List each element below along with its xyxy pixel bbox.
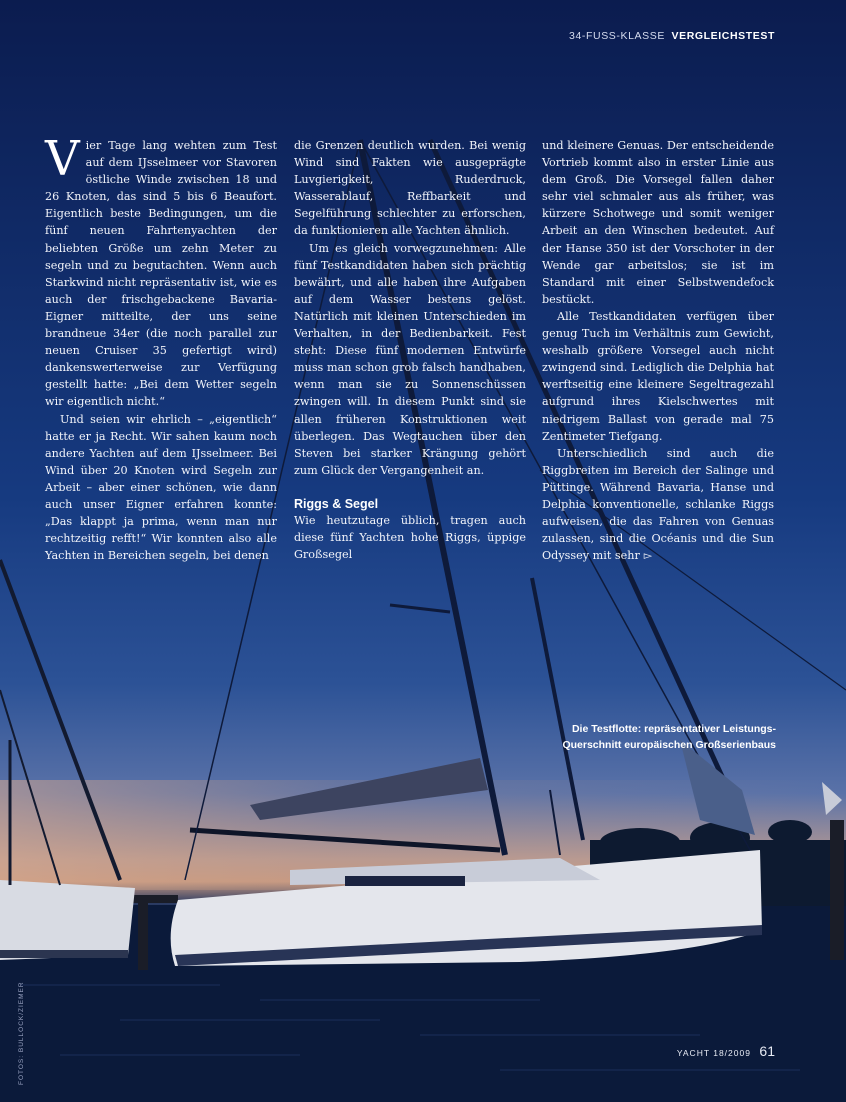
paragraph: die Grenzen deutlich wurden. Bei wenig Wind sind Fakten wie ausgeprägte Luvgierigkeit, Ruderdruck, Wasserablauf, Reffbarkeit und Segelführung schlechter zu erforschen, da funktionieren alle Yachten ähnlich. <box>294 139 526 238</box>
header-category: VERGLEICHSTEST <box>671 30 775 42</box>
article-column-1 <box>45 131 277 564</box>
continue-arrow-icon: ▻ <box>643 549 653 563</box>
photo-caption <box>476 721 776 753</box>
article-column-3 <box>542 137 774 564</box>
photo-credit: FOTOS: BULLOCK/ZIEMER <box>18 981 25 1085</box>
page-folio <box>677 1043 775 1061</box>
paragraph: ier Tage lang wehten zum Test auf dem IJsselmeer vor Stavoren östliche Winde zwischen 18 und 26 Knoten, das sind 5 bis 6 Beaufort. Eigentlich beste Bedingungen, um die fünf neuen Fahrtenyachten der beliebten Größe um zehn Meter zu segeln und zu begutachten. Wenn auch Starkwind nicht repräsentativ ist, wie es auch der frischgebackene Bavaria-Eigner mitteilte, der uns seine brandneue 34er (die noch parallel zur neuen Cruiser 35 gefertigt wird) dankenswerterweise zur Verfügung gestellt hatte: „Bei dem Wetter segeln wir eigentlich nicht.“ <box>45 139 277 409</box>
caption-line: Querschnitt europäischen Großserienbaus <box>562 739 776 751</box>
header-section: 34-FUSS-KLASSE <box>569 30 665 42</box>
paragraph: Alle Testkandidaten verfügen über genug Tuch im Verhältnis zum Gewicht, weshalb größere Vorsegel auch nicht zwingend sind. Lediglich die Delphia hat werftseitig eine kleinere Segeltragezahl aufgrund ihres Kielschwertes mit niedrigem Ballast von gerade mal 75 Zentimeter Tiefgang. <box>542 309 774 443</box>
magazine-issue: YACHT 18/2009 <box>676 1048 751 1058</box>
running-header <box>569 30 775 42</box>
paragraph: und kleinere Genuas. Der entscheidende Vortrieb kommt also in erster Linie aus dem Groß. Die Vorsegel fallen daher sehr viel schmaler aus als früher, was kürzere Schotwege und somit weniger Arbeit an den Winschen bedeutet. Auf der Hanse 350 ist der Vorschoter in der Wende gar arbeitslos; sie ist im Standard mit einer Selbstwendefock bestückt. <box>542 139 774 306</box>
article-column-2 <box>294 137 526 563</box>
page-number: 61 <box>759 1043 775 1059</box>
paragraph: Wie heutzutage üblich, tragen auch diese fünf Yachten hohe Riggs, üppige Großsegel <box>294 513 526 562</box>
drop-cap: V <box>45 131 80 187</box>
paragraph: Unterschiedlich sind auch die Riggbreiten im Bereich der Salinge und Püttinge. Während Bavaria, Hanse und Delphia konventionelle, schlanke Riggs aufweisen, die das Fahren von Genuas zulassen, sind die Océanis und die Sun Odyssey mit sehr <box>542 446 774 563</box>
subheading: Riggs & Segel <box>294 496 379 511</box>
paragraph: Und seien wir ehrlich – „eigentlich“ hatte er ja Recht. Wir sahen kaum noch andere Yachten auf dem IJsselmeer. Bei Wind über 20 Knoten wird Segeln zur Arbeit – aber einer schönen, wie dann auch unser Eigner erfahren konnte: „Das klappt ja prima, wenn man nur rechtzeitig refft!“ Wir konnten also alle Yachten in Bereichen segeln, bei denen <box>45 412 277 563</box>
paragraph: Um es gleich vorwegzunehmen: Alle fünf Testkandidaten haben sich prächtig bewährt, und alle haben ihre Aufgaben auf dem Wasser bestens gelöst. Natürlich mit kleinen Unterschieden im Verhalten, in der Bedienbarkeit. Fest steht: Diese fünf modernen Entwürfe muss man schon grob falsch handhaben, wenn man sie zu Sonnenschüssen zwingen will. In diesem Punkt sind sie allen früheren Konstruktionen weit überlegen. Das Wegtauchen über den Steven bei starker Krängung gehört zum Glück der Vergangenheit an. <box>294 241 526 477</box>
caption-line: Die Testflotte: repräsentativer Leistungs- <box>571 723 776 735</box>
